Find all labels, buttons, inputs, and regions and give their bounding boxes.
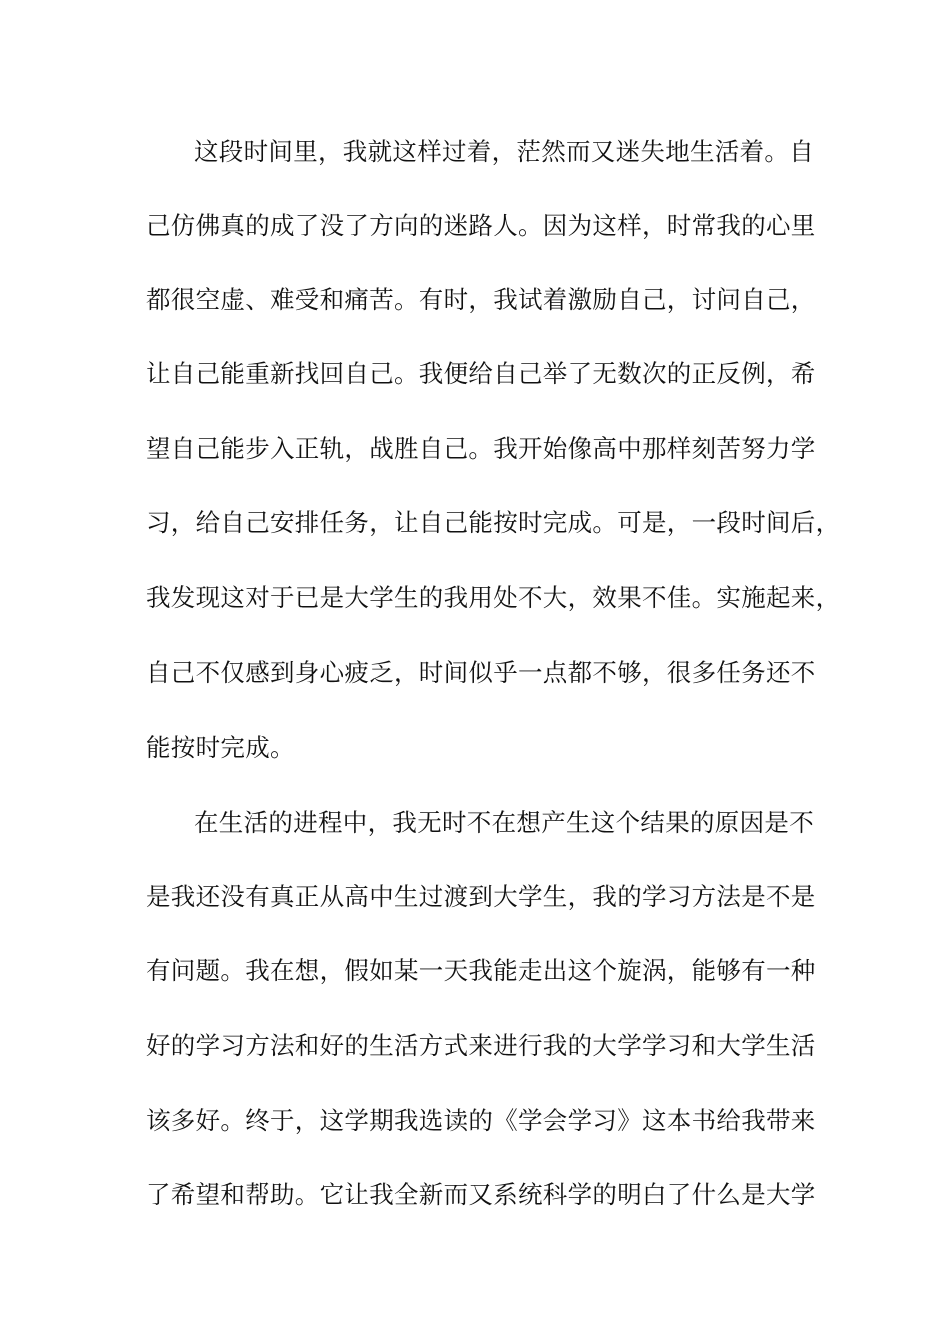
paragraph-1-line-6: 习，给自己安排任务，让自己能按时完成。可是，一段时间后， xyxy=(146,508,841,537)
paragraph-2-line-4: 好的学习方法和好的生活方式来进行我的大学学习和大学生活 xyxy=(146,1031,816,1060)
paragraph-2-line-5: 该多好。终于，这学期我选读的《学会学习》这本书给我带来 xyxy=(146,1106,816,1135)
paragraph-1-line-8: 自己不仅感到身心疲乏，时间似乎一点都不够，很多任务还不 xyxy=(146,658,816,687)
paragraph-1-line-4: 让自己能重新找回自己。我便给自己举了无数次的正反例，希 xyxy=(146,359,816,388)
paragraph-2-line-3: 有问题。我在想，假如某一天我能走出这个旋涡，能够有一种 xyxy=(146,956,816,985)
paragraph-2-line-1: 在生活的进程中，我无时不在想产生这个结果的原因是不 xyxy=(194,808,814,837)
paragraph-1-line-7: 我发现这对于已是大学生的我用处不大，效果不佳。实施起来， xyxy=(146,583,841,612)
paragraph-1-line-1: 这段时间里，我就这样过着，茫然而又迷失地生活着。自 xyxy=(194,137,814,166)
paragraph-1-line-5: 望自己能步入正轨，战胜自己。我开始像高中那样刻苦努力学 xyxy=(146,434,816,463)
paragraph-1-line-3: 都很空虚、难受和痛苦。有时，我试着激励自己，讨问自己， xyxy=(146,285,816,314)
paragraph-1-line-2: 己仿佛真的成了没了方向的迷路人。因为这样，时常我的心里 xyxy=(146,211,816,240)
paragraph-2-line-6: 了希望和帮助。它让我全新而又系统科学的明白了什么是大学 xyxy=(146,1180,816,1209)
paragraph-2-line-2: 是我还没有真正从高中生过渡到大学生，我的学习方法是不是 xyxy=(146,882,816,911)
paragraph-1-line-9: 能按时完成。 xyxy=(146,733,295,762)
